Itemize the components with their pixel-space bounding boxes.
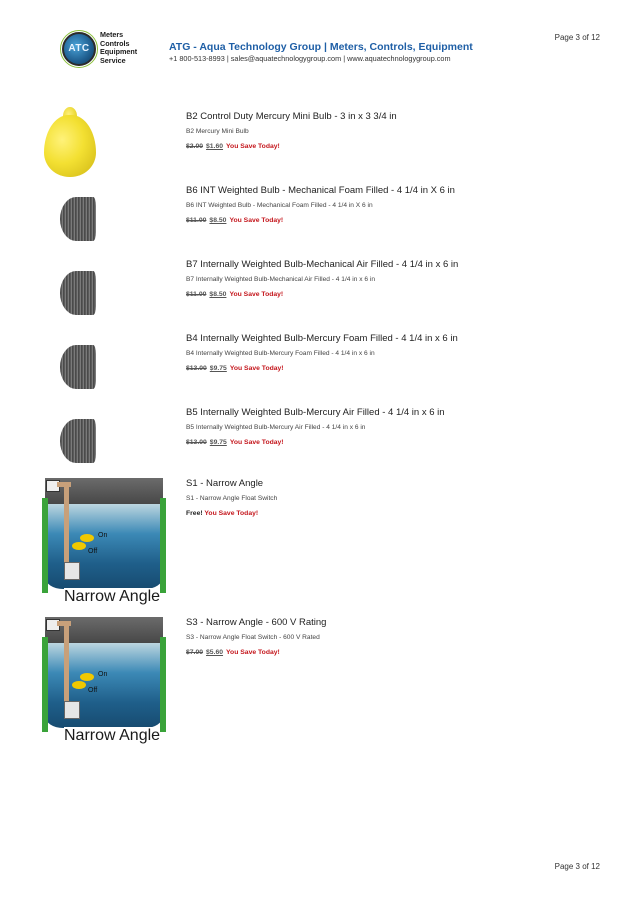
savings-label: You Save Today! [229,439,284,446]
old-price: $2.00 [186,143,204,150]
on-label: On [98,532,108,539]
savings-label: You Save Today! [226,143,280,150]
logo-tagline [100,31,137,65]
company-logo[interactable] [62,30,162,68]
product-title[interactable]: B2 Control Duty Mercury Mini Bulb - 3 in x 3 3/4 in [186,111,397,122]
old-price: $7.00 [186,649,204,656]
weight-icon [64,701,80,719]
savings-label: You Save Today! [204,510,259,517]
product-info [186,333,606,372]
company-contact[interactable]: +1 800-513-8993 | sales@aquatechnologygroup.com | www.aquatechnologygroup.com [169,54,451,63]
on-label: On [98,671,108,678]
tank-water [45,643,163,728]
tank-water [45,504,163,589]
logo-initials: ATC [68,43,90,54]
product-info [186,111,606,150]
dark-bulb-icon[interactable] [60,197,96,241]
dark-bulb-icon[interactable] [60,419,96,463]
yellow-bulb-icon [44,115,96,177]
product-description: B7 Internally Weighted Bulb-Mechanical Air Filled - 4 1/4 in x 6 in [186,276,375,283]
float-on-icon [80,534,94,542]
product-description: S1 - Narrow Angle Float Switch [186,495,278,502]
float-off-icon [72,542,86,550]
product-info [186,407,606,446]
new-price: $1.60 [206,143,224,150]
diagram-caption: Narrow Angle [64,727,161,744]
narrow-angle-diagram[interactable] [42,617,166,747]
weight-icon [64,562,80,580]
product-description: B5 Internally Weighted Bulb-Mercury Air Filled - 4 1/4 in x 6 in [186,424,366,431]
logo-line: Equipment [100,47,138,56]
page-number-bottom: Page 3 of 12 [554,862,600,871]
cable [64,482,69,570]
savings-label: You Save Today! [229,365,284,372]
old-price: $11.00 [186,217,207,224]
product-title[interactable]: S1 - Narrow Angle [186,478,264,489]
old-price: $13.00 [186,365,207,372]
savings-label: You Save Today! [226,649,280,656]
product-price [186,143,606,150]
free-label: Free! [186,510,203,517]
product-price [186,291,606,298]
new-price: $5.60 [206,649,224,656]
product-price [186,365,606,372]
old-price: $11.00 [186,291,207,298]
off-label: Off [88,548,98,555]
product-description: B2 Mercury Mini Bulb [186,128,249,135]
savings-label: You Save Today! [229,291,284,298]
tank-wall-right [160,498,166,593]
product-description: B6 INT Weighted Bulb - Mechanical Foam Filled - 4 1/4 in X 6 in [186,202,373,209]
product-description: B4 Internally Weighted Bulb-Mercury Foam Filled - 4 1/4 in x 6 in [186,350,375,357]
old-price: $13.00 [186,439,207,446]
product-title[interactable]: B6 INT Weighted Bulb - Mechanical Foam Filled - 4 1/4 in X 6 in [186,185,455,196]
product-price [186,439,606,446]
off-label: Off [88,687,98,694]
product-title[interactable]: B7 Internally Weighted Bulb-Mechanical Air Filled - 4 1/4 in x 6 in [186,259,459,270]
new-price: $9.75 [209,365,227,372]
product-info [186,185,606,224]
narrow-angle-diagram[interactable] [42,478,166,608]
product-title[interactable]: B4 Internally Weighted Bulb-Mercury Foam Filled - 4 1/4 in x 6 in [186,333,458,344]
logo-emblem [62,32,96,66]
new-price: $9.75 [209,439,227,446]
logo-line: Meters [100,30,124,39]
company-name[interactable]: ATG - Aqua Technology Group | Meters, Controls, Equipment [169,41,473,53]
product-info [186,617,606,656]
page-number-top: Page 3 of 12 [554,33,600,42]
product-info [186,478,606,517]
header [62,30,562,70]
cable [64,621,69,709]
dark-bulb-icon[interactable] [60,271,96,315]
float-off-icon [72,681,86,689]
float-on-icon [80,673,94,681]
new-price: $8.50 [209,291,227,298]
product-price [186,217,606,224]
new-price: $8.50 [209,217,227,224]
logo-line: Controls [100,38,130,48]
diagram-caption: Narrow Angle [64,588,161,605]
logo-line: Service [100,55,126,65]
tank-wall-left [42,637,48,732]
product-title[interactable]: S3 - Narrow Angle - 600 V Rating [186,617,327,628]
product-description: S3 - Narrow Angle Float Switch - 600 V Rated [186,634,320,641]
product-info [186,259,606,298]
product-price [186,649,606,656]
dark-bulb-icon[interactable] [60,345,96,389]
savings-label: You Save Today! [229,217,284,224]
product-title[interactable]: B5 Internally Weighted Bulb-Mercury Air Filled - 4 1/4 in x 6 in [186,407,445,418]
tank-wall-left [42,498,48,593]
product-price [186,510,606,517]
tank-wall-right [160,637,166,732]
